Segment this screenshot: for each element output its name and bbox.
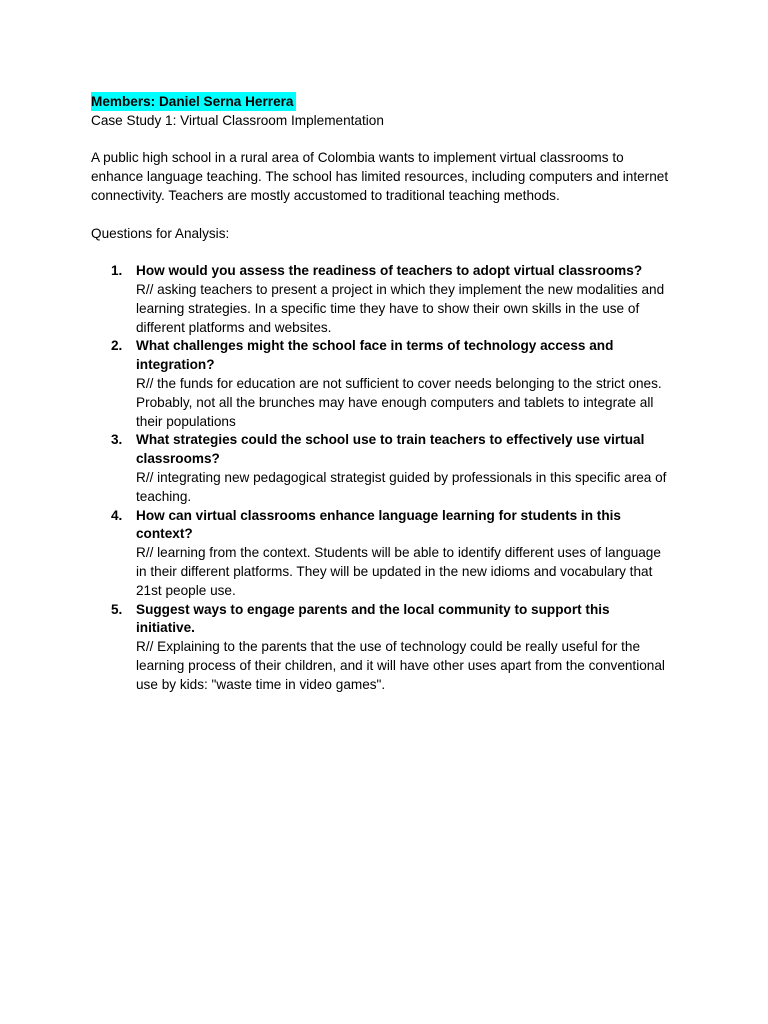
question-text: What challenges might the school face in terms of technology access and <box>136 338 614 354</box>
intro-line: connectivity. Teachers are mostly accustomed to traditional teaching methods. <box>91 187 560 203</box>
question-text: initiative. <box>136 620 195 636</box>
answer-text: teaching. <box>136 488 192 504</box>
intro-line: enhance language teaching. The school has limited resources, including computers and internet <box>91 169 669 185</box>
document-page <box>91 92 691 695</box>
question-number: 4. <box>111 507 123 523</box>
answer-text: R// asking teachers to present a project in which they implement the new modalities and <box>136 281 665 297</box>
question-item <box>91 262 691 337</box>
question-item <box>91 337 691 431</box>
answer-text: R// learning from the context. Students will be able to identify different uses of language <box>136 545 661 561</box>
answer-text: use by kids: "waste time in video games". <box>136 676 386 692</box>
answer-text: Probably, not all the brunches may have enough computers and tablets to integrate all <box>136 394 654 410</box>
members-highlight: Members: Daniel Serna Herrera <box>91 94 294 109</box>
members-line <box>91 92 691 112</box>
spacer <box>91 243 691 262</box>
answer-text: R// integrating new pedagogical strategist guided by professionals in this specific area of <box>136 469 667 485</box>
question-number: 2. <box>111 338 123 354</box>
answer-text: R// Explaining to the parents that the use of technology could be really useful for the <box>136 639 641 655</box>
intro-line: A public high school in a rural area of Colombia wants to implement virtual classrooms to <box>91 150 624 166</box>
question-text: What strategies could the school use to train teachers to effectively use virtual <box>136 432 645 448</box>
spacer <box>91 206 691 225</box>
intro-paragraph <box>91 149 691 205</box>
question-item <box>91 601 691 695</box>
answer-text: 21st people use. <box>136 582 236 598</box>
questions-heading: Questions for Analysis: <box>91 225 230 241</box>
question-text: How would you assess the readiness of teachers to adopt virtual classrooms? <box>136 263 643 279</box>
question-text: How can virtual classrooms enhance language learning for students in this <box>136 507 621 523</box>
question-text: Suggest ways to engage parents and the local community to support this <box>136 601 610 617</box>
question-number: 3. <box>111 432 123 448</box>
answer-text: different platforms and websites. <box>136 319 332 335</box>
question-number: 1. <box>111 263 123 279</box>
question-text: integration? <box>136 357 215 373</box>
answer-text: in their different platforms. They will be updated in the new idioms and vocabulary that <box>136 563 653 579</box>
question-number: 5. <box>111 601 123 617</box>
case-study-title: Case Study 1: Virtual Classroom Implementation <box>91 112 384 128</box>
answer-text: their populations <box>136 413 236 429</box>
answer-text: R// the funds for education are not sufficient to cover needs belonging to the strict ones. <box>136 375 662 391</box>
answer-text: learning strategies. In a specific time they have to show their own skills in the use of <box>136 300 640 316</box>
question-text: context? <box>136 526 193 542</box>
question-item <box>91 431 691 506</box>
answer-text: learning process of their children, and it will have other uses apart from the conventional <box>136 657 665 673</box>
questions-list <box>91 262 691 694</box>
question-text: classrooms? <box>136 451 220 467</box>
question-item <box>91 507 691 601</box>
spacer <box>91 131 691 150</box>
